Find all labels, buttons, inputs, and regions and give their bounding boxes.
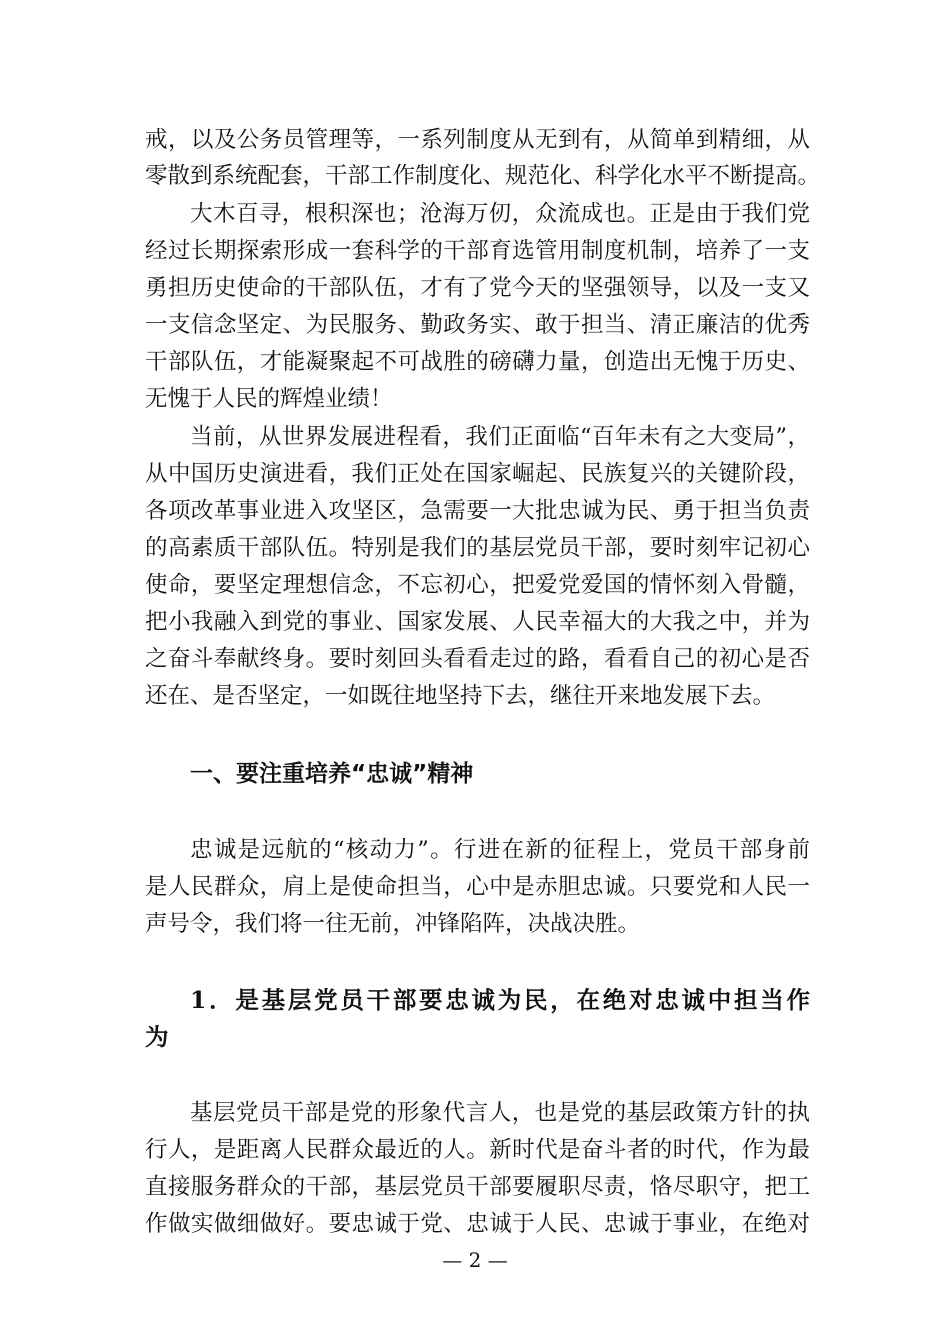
text-line: 基层党员干部是党的形象代言人，也是党的基层政策方针的执	[190, 1100, 810, 1126]
text-line: 从中国历史演进看，我们正处在国家崛起、民族复兴的关键阶段，	[145, 461, 810, 487]
text-line: 零散到系统配套，干部工作制度化、规范化、科学化水平不断提高。	[145, 163, 821, 189]
text-line: 的高素质干部队伍。特别是我们的基层党员干部，要时刻牢记初心	[145, 535, 810, 561]
text-line: 干部队伍，才能凝聚起不可战胜的磅礴力量，创造出无愧于历史、	[145, 349, 810, 375]
text-line: 当前，从世界发展进程看，我们正面临“百年未有之大变局”，	[190, 424, 810, 450]
text-line: 是人民群众，肩上是使命担当，心中是赤胆忠诚。只要党和人民一	[145, 874, 810, 900]
text-line: 使命，要坚定理想信念，不忘初心，把爱党爱国的情怀刻入骨髓，	[145, 572, 810, 598]
text-line: 还在、是否坚定，一如既往地坚持下去，继往开来地发展下去。	[145, 683, 776, 709]
text-line: 声号令，我们将一往无前，冲锋陷阵，决战决胜。	[145, 911, 641, 937]
text-line: 直接服务群众的干部，基层党员干部要履职尽责，恪尽职守，把工	[145, 1174, 810, 1200]
text-line: 经过长期探索形成一套科学的干部育选管用制度机制，培养了一支	[145, 238, 810, 264]
subsection-heading: 1．是基层党员干部要忠诚为民，在绝对忠诚中担当作	[190, 986, 810, 1014]
text-line: 一支信念坚定、为民服务、勤政务实、敢于担当、清正廉洁的优秀	[145, 312, 810, 338]
text-line: 各项改革事业进入攻坚区，急需要一大批忠诚为民、勇于担当负责	[145, 498, 810, 524]
text-line: 无愧于人民的辉煌业绩！	[145, 386, 393, 412]
text-line: 作做实做细做好。要忠诚于党、忠诚于人民、忠诚于事业，在绝对	[145, 1211, 810, 1237]
text-line: 戒，以及公务员管理等，一系列制度从无到有，从简单到精细，从	[145, 127, 810, 153]
text-line: 行人，是距离人民群众最近的人。新时代是奋斗者的时代，作为最	[145, 1137, 810, 1163]
text-line: 把小我融入到党的事业、国家发展、人民幸福大的大我之中，并为	[145, 609, 810, 635]
page-number: — 2 —	[442, 1248, 508, 1272]
subsection-heading-continuation: 为	[145, 1023, 169, 1051]
text-line: 勇担历史使命的干部队伍，才有了党今天的坚强领导，以及一支又	[145, 275, 810, 301]
text-line: 忠诚是远航的“核动力”。行进在新的征程上，党员干部身前	[190, 837, 810, 863]
text-line: 之奋斗奉献终身。要时刻回头看看走过的路，看看自己的初心是否	[145, 646, 810, 672]
text-line: 大木百寻，根积深也；沧海万仞，众流成也。正是由于我们党	[190, 201, 810, 227]
section-heading: 一、要注重培养“忠诚”精神	[190, 761, 474, 787]
